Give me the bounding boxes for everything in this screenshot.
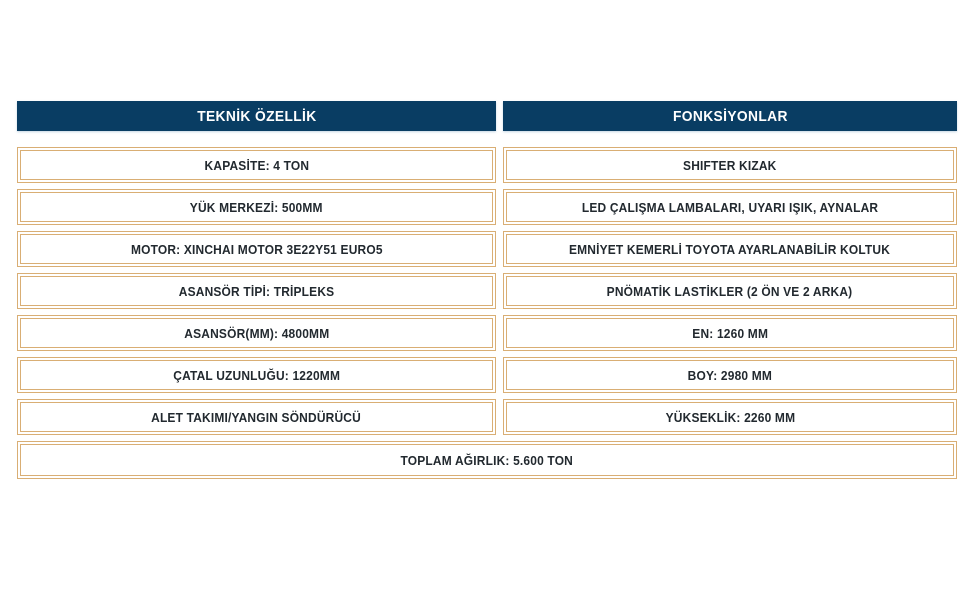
function-row-cell	[503, 273, 957, 309]
cell-text: MOTOR: XINCHAI MOTOR 3E22Y51 EURO5	[130, 241, 383, 257]
cell-text: EMNİYET KEMERLİ TOYOTA AYARLANABİLİR KOLTUK	[569, 241, 891, 257]
cell-text: ALET TAKIMI/YANGIN SÖNDÜRÜCÜ	[151, 409, 362, 425]
total-weight-text: TOPLAM AĞIRLIK: 5.600 TON	[400, 452, 574, 468]
total-weight-cell	[17, 441, 957, 479]
header-fonksiyonlar	[503, 101, 957, 131]
spec-row-cell	[17, 315, 496, 351]
spec-row-cell	[17, 189, 496, 225]
header-teknik-ozellik	[17, 101, 496, 131]
cell-text: ASANSÖR(MM): 4800MM	[183, 325, 330, 341]
function-row-cell	[503, 357, 957, 393]
spec-row-cell	[17, 399, 496, 435]
cell-text: KAPASİTE: 4 TON	[204, 157, 309, 173]
function-row-cell	[503, 189, 957, 225]
cell-text: LED ÇALIŞMA LAMBALARI, UYARI IŞIK, AYNALAR	[581, 199, 879, 215]
cell-text: ÇATAL UZUNLUĞU: 1220MM	[173, 367, 340, 383]
function-row-cell	[503, 231, 957, 267]
specification-table	[17, 101, 957, 479]
header-teknik-ozellik-label: TEKNİK ÖZELLİK	[196, 107, 317, 125]
spec-row-cell	[17, 357, 496, 393]
cell-text: SHIFTER KIZAK	[683, 157, 777, 173]
header-fonksiyonlar-label: FONKSİYONLAR	[672, 107, 788, 125]
function-row-cell	[503, 399, 957, 435]
spec-row-cell	[17, 147, 496, 183]
spec-row-cell	[17, 273, 496, 309]
cell-text: EN: 1260 MM	[692, 325, 768, 341]
cell-text: YÜK MERKEZİ: 500MM	[190, 199, 323, 215]
spec-rows-grid	[17, 147, 957, 479]
table-header-row	[17, 101, 957, 131]
spec-row-cell	[17, 231, 496, 267]
cell-text: BOY: 2980 MM	[687, 367, 773, 383]
cell-text: YÜKSEKLİK: 2260 MM	[665, 409, 795, 425]
cell-text: ASANSÖR TİPİ: TRİPLEKS	[178, 283, 335, 299]
function-row-cell	[503, 147, 957, 183]
function-row-cell	[503, 315, 957, 351]
cell-text: PNÖMATİK LASTİKLER (2 ÖN VE 2 ARKA)	[607, 283, 853, 299]
